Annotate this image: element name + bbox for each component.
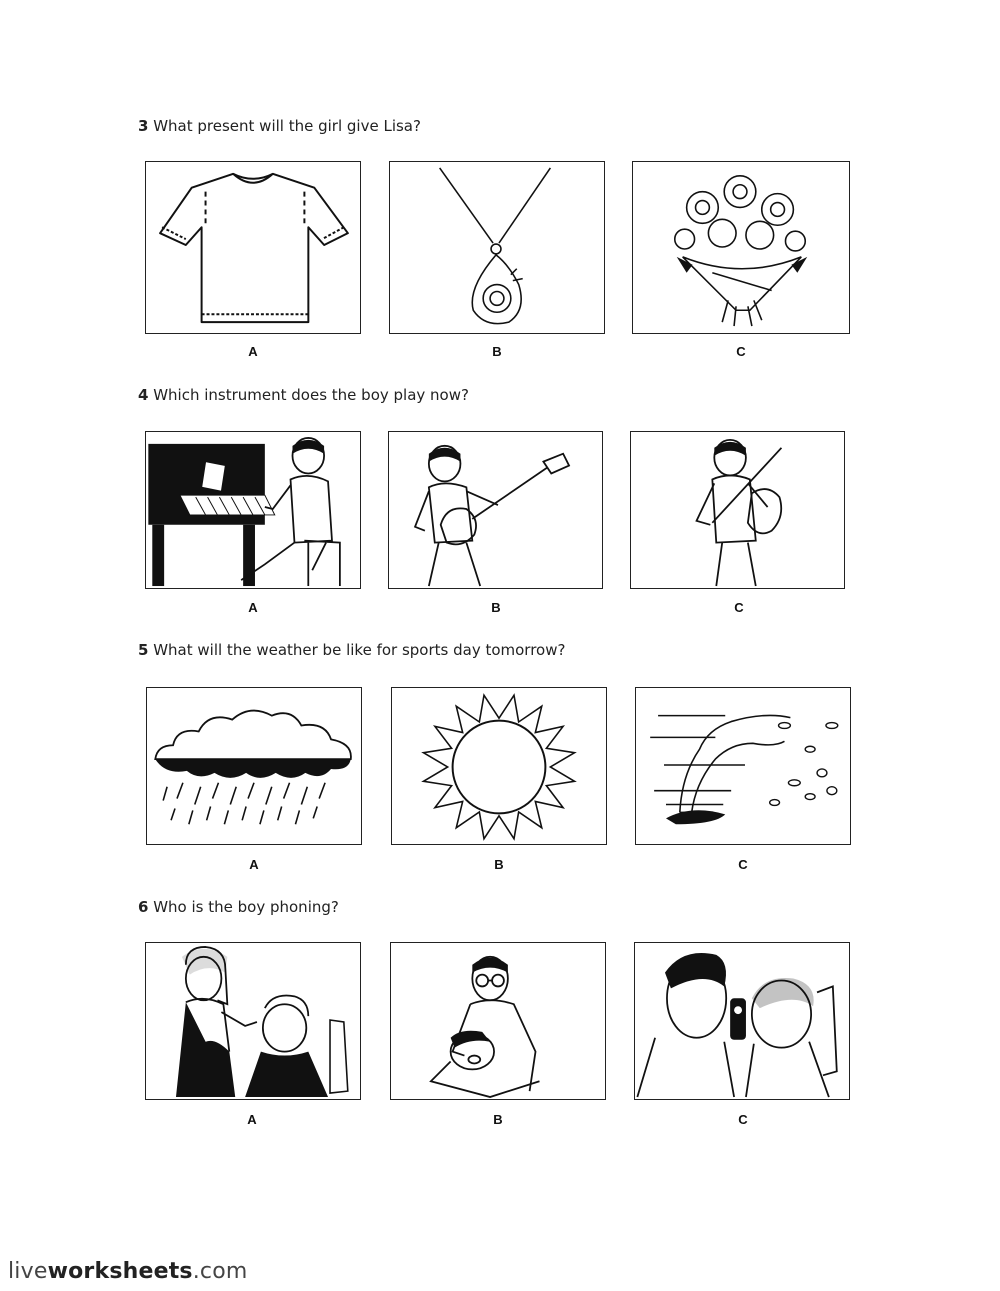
option-label: C bbox=[738, 857, 748, 872]
violin-icon bbox=[631, 432, 844, 588]
option-label: C bbox=[734, 600, 744, 615]
option-5a-panel[interactable] bbox=[146, 687, 362, 845]
option-5b-panel[interactable] bbox=[391, 687, 607, 845]
wind-icon bbox=[636, 688, 850, 844]
brand-bold: worksheets bbox=[47, 1259, 193, 1284]
t-shirt-icon bbox=[146, 162, 360, 333]
option-4a-panel[interactable] bbox=[145, 431, 361, 589]
question-6 bbox=[138, 898, 339, 916]
necklace-icon bbox=[390, 162, 604, 333]
piano-icon bbox=[146, 432, 360, 588]
question-text: Which instrument does the boy play now? bbox=[153, 386, 469, 404]
option-label: A bbox=[247, 1112, 257, 1127]
option-label: B bbox=[492, 344, 502, 359]
optician-icon bbox=[635, 943, 849, 1099]
option-label: B bbox=[491, 600, 501, 615]
question-text: What will the weather be like for sports day tomorrow? bbox=[153, 641, 566, 659]
question-4 bbox=[138, 386, 469, 404]
dentist-icon bbox=[391, 943, 605, 1099]
option-label: B bbox=[494, 857, 504, 872]
rain-cloud-icon bbox=[147, 688, 361, 844]
option-3c-panel[interactable] bbox=[632, 161, 850, 334]
brand-light: live bbox=[8, 1259, 48, 1284]
question-number: 6 bbox=[138, 898, 149, 916]
brand-tld: .com bbox=[192, 1259, 248, 1284]
option-label: A bbox=[248, 344, 258, 359]
question-text: What present will the girl give Lisa? bbox=[153, 117, 421, 135]
hairdresser-icon bbox=[146, 943, 360, 1099]
option-6c-panel[interactable] bbox=[634, 942, 850, 1100]
option-3b-panel[interactable] bbox=[389, 161, 605, 334]
option-label: C bbox=[736, 344, 746, 359]
option-3a-panel[interactable] bbox=[145, 161, 361, 334]
guitar-icon bbox=[389, 432, 602, 588]
question-number: 5 bbox=[138, 641, 149, 659]
sun-icon bbox=[392, 688, 606, 844]
question-5 bbox=[138, 641, 565, 659]
option-5c-panel[interactable] bbox=[635, 687, 851, 845]
option-6a-panel[interactable] bbox=[145, 942, 361, 1100]
question-number: 3 bbox=[138, 117, 149, 135]
flower-bouquet-icon bbox=[633, 162, 849, 333]
option-label: B bbox=[493, 1112, 503, 1127]
option-label: A bbox=[248, 600, 258, 615]
option-4c-panel[interactable] bbox=[630, 431, 845, 589]
question-number: 4 bbox=[138, 386, 149, 404]
option-6b-panel[interactable] bbox=[390, 942, 606, 1100]
question-3 bbox=[138, 117, 421, 135]
option-label: A bbox=[249, 857, 259, 872]
footer-brand bbox=[8, 1259, 248, 1284]
option-label: C bbox=[738, 1112, 748, 1127]
question-text: Who is the boy phoning? bbox=[153, 898, 339, 916]
option-4b-panel[interactable] bbox=[388, 431, 603, 589]
